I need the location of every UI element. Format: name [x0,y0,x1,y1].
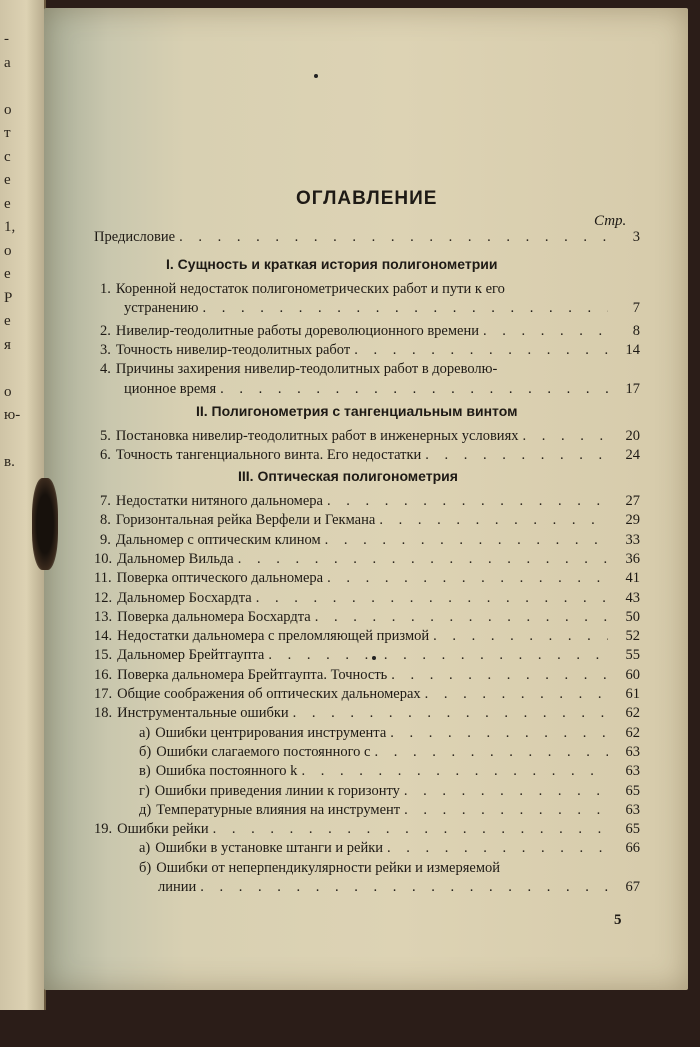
entry-title: Ошибки слагаемого постоянного с [156,743,371,760]
entry-title: устранению [124,300,199,317]
leader-dots [301,763,608,780]
left-page-letter: т [4,125,11,141]
left-page-letters [4,28,34,475]
entry-title: ционное время [124,380,217,397]
entry-title: Недостатки дальномера с преломляющей призмой [117,628,430,645]
leader-dots [315,609,608,626]
toc-entry [100,532,640,549]
toc-entry [100,342,640,359]
entry-number: 17. [94,686,113,702]
entry-title: Температурные влияния на инструмент [156,801,401,818]
entry-page: 14 [625,341,640,358]
left-page-letter: Р [4,289,13,306]
entry-page: 3 [632,229,640,245]
left-page-letter [4,357,34,381]
entry-title: Ошибки от неперпендикулярности рейки и измеряемой [156,859,501,876]
entry-number: д) [139,801,152,818]
leader-dots [404,802,608,819]
left-page-letter: 1, [4,219,16,235]
entry-page: 24 [625,447,640,464]
entry-title: Точность тангенциального винта. Его недостатки [115,447,422,464]
leader-dots [404,783,608,800]
toc-entry [139,744,640,761]
entry-title: Точность нивелир-теодолитных работ [115,341,351,358]
entry-page: 20 [625,428,640,444]
entry-title: Нивелир-теодолитные работы дореволюционного времени [115,322,479,339]
entry-page: 41 [625,570,640,587]
entry-page: 60 [625,666,640,683]
toc-entry [94,821,640,838]
left-page-letter: о [4,101,12,118]
burn-mark [32,478,58,570]
toc-entry [100,361,640,378]
leader-dots [327,493,608,510]
entry-page: 17 [625,380,640,397]
leader-dots [256,590,608,607]
entry-number: б) [139,859,152,876]
toc-entry [139,725,640,742]
leader-dots [522,428,608,445]
ink-dot [314,74,318,78]
left-page-letter: с [4,148,11,165]
toc-entry [100,281,640,298]
entry-title: Ошибки рейки [117,821,209,838]
toc-entry [100,428,640,445]
left-page-letter: в. [4,454,15,470]
entry-title: Постановка нивелир-теодолитных работ в инженерных условиях [115,428,519,444]
toc-entry [94,705,640,722]
entry-number: 8. [100,512,111,529]
entry-page: 65 [625,782,640,799]
entry-title: Дальномер Вильда [117,550,234,567]
entry-number: 3. [100,341,111,358]
entry-number: 10. [94,550,113,567]
entry-title: линии [158,879,197,895]
left-page-letter: а [4,54,11,71]
left-page-letter: о [4,242,12,259]
entry-number: 16. [94,666,113,683]
leader-dots [293,705,608,722]
entry-number: 11. [94,570,112,587]
toc-entry [139,763,640,780]
toc-entry [94,647,640,664]
entry-page: 67 [625,879,640,895]
leader-dots [387,840,608,857]
leader-dots [391,667,608,684]
toc-entry [100,447,640,464]
entry-title: Ошибки приведения линии к горизонту [154,782,400,799]
entry-title: Дальномер Босхардта [117,589,252,606]
left-page-letter: е [4,195,11,212]
page-column-label: Стр. [594,213,627,229]
entry-number: 5. [100,428,111,444]
entry-title: Дальномер с оптическим клином [115,531,321,548]
entry-title: Дальномер Брейтгаупта [117,647,265,664]
toc-entry [100,512,640,529]
entry-title: Коренной недостаток полигонометрических работ и пути к его [115,281,505,297]
left-page-letter: ю- [4,407,21,423]
entry-title: Ошибка постоянного k [155,763,298,780]
toc-entry [94,551,640,568]
entry-page: 52 [625,628,640,645]
entry-title: Причины захирения нивелир-теодолитных работ в дореволю- [115,361,498,378]
leader-dots [202,300,608,317]
entry-number: 4. [100,361,111,378]
toc-entry [100,323,640,340]
left-page-letter [4,428,34,452]
entry-page: 63 [625,743,640,760]
leader-dots [425,447,608,464]
entry-page: 7 [632,300,640,317]
entry-number: 7. [100,493,111,509]
entry-number: 15. [94,647,113,664]
entry-number: 18. [94,705,113,722]
leader-dots [213,821,608,838]
entry-number: 1. [100,281,111,297]
section-heading: III. Оптическая полигонометрия [238,468,458,484]
entry-title: Общие соображения об оптических дальномерах [117,686,421,702]
toc-entry [139,802,640,819]
entry-page: 62 [625,705,640,722]
leader-dots [433,628,608,645]
toc-entry [94,590,640,607]
left-page-letter: я [4,336,11,353]
entry-number: 2. [100,322,111,339]
leader-dots [390,725,608,742]
entry-number: а) [139,724,151,741]
entry-title: Предисловие [94,229,176,245]
left-page-letter: е [4,172,11,188]
entry-title: Инструментальные ошибки [117,705,289,722]
entry-page: 29 [625,512,640,529]
entry-page: 62 [625,724,640,741]
entry-page: 8 [632,322,640,339]
entry-number: б) [139,743,152,760]
entry-number: 14. [94,628,113,645]
toc-entry [94,229,640,246]
leader-dots [179,229,608,246]
entry-number: в) [139,763,151,780]
toc-title: ОГЛАВЛЕНИЕ [296,188,438,209]
entry-title: Ошибки центрирования инструмента [155,724,387,741]
entry-title: Поверка дальномера Брейтгаупта. Точность [117,666,388,683]
toc-entry [100,493,640,510]
entry-number: 12. [94,589,113,606]
toc-entry [94,570,640,587]
left-page-letter: - [4,31,9,47]
left-page-letter: е [4,266,11,282]
entry-page: 36 [625,550,640,567]
entry-title: Поверка дальномера Босхардта [117,608,311,625]
toc-entry [139,783,640,800]
entry-title: Поверка оптического дальномера [116,570,324,587]
entry-page: 50 [625,608,640,625]
toc-entry-continuation [124,381,640,398]
entry-number: 6. [100,447,111,464]
entry-page: 27 [625,493,640,509]
toc-entry-continuation [158,879,640,896]
leader-dots [354,342,608,359]
leader-dots [483,323,608,340]
leader-dots [220,381,608,398]
left-page-letter: о [4,383,12,400]
left-page-letter [4,75,34,99]
leader-dots [268,647,608,664]
entry-page: 65 [625,821,640,838]
leader-dots [325,532,608,549]
entry-page: 66 [625,840,640,857]
toc-entry [94,628,640,645]
entry-page: 55 [625,647,640,664]
entry-page: 63 [625,763,640,780]
toc-entry [139,860,640,877]
entry-page: 43 [625,589,640,606]
toc-entry [139,840,640,857]
leader-dots [200,879,608,896]
page-number: 5 [614,912,622,928]
entry-number: 19. [94,821,113,838]
left-page-letter: е [4,313,11,329]
entry-page: 61 [625,686,640,702]
entry-number: 9. [100,531,111,548]
section-heading: II. Полигонометрия с тангенциальным винтом [196,403,518,419]
leader-dots [379,512,608,529]
entry-title: Недостатки нитяного дальномера [115,493,323,509]
entry-title: Горизонтальная рейка Верфели и Гекмана [115,512,376,529]
entry-page: 63 [625,801,640,818]
entry-number: а) [139,840,151,857]
section-heading: I. Сущность и краткая история полигонометрии [166,256,498,272]
leader-dots [375,744,609,761]
entry-page: 33 [625,531,640,548]
leader-dots [238,551,608,568]
entry-number: 13. [94,608,113,625]
toc-entry-continuation [124,300,640,317]
entry-title: Ошибки в установке штанги и рейки [155,840,384,857]
entry-number: г) [139,782,150,799]
leader-dots [327,570,608,587]
toc-entry [94,667,640,684]
toc-entry [94,686,640,703]
leader-dots [425,686,608,703]
toc-entry [94,609,640,626]
